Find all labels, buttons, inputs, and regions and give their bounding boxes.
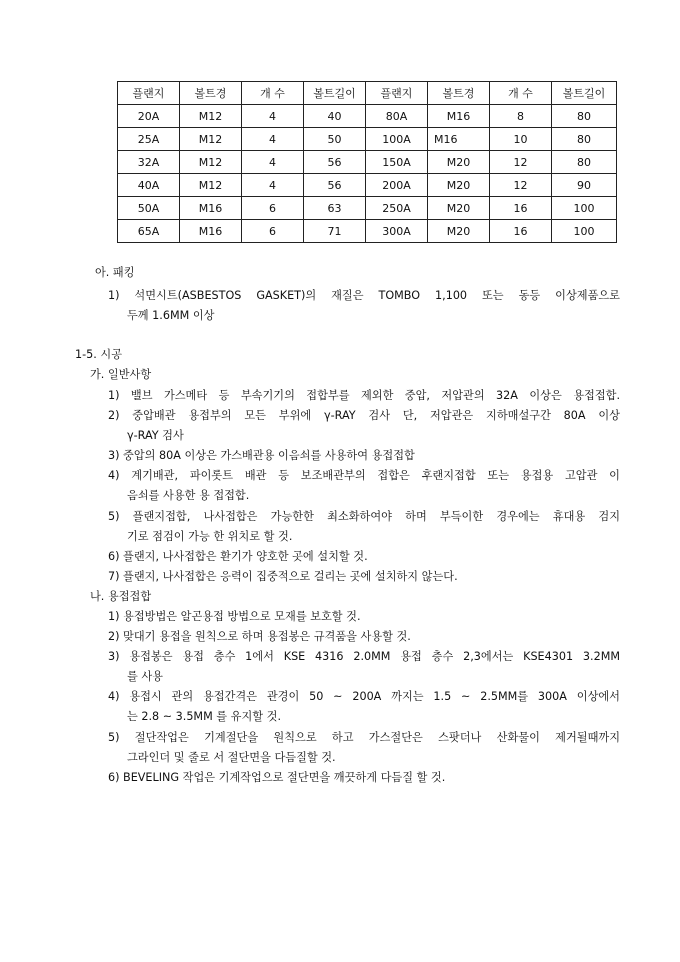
table-cell: 100: [552, 197, 617, 220]
table-cell: 65A: [118, 220, 180, 243]
table-row: [118, 151, 617, 174]
table-cell: 12: [490, 174, 552, 197]
welding-item-5-line-2: 그라인더 및 줄로 서 절단면을 다듬질할 것.: [127, 751, 336, 764]
general-item-1: 1) 밸브 가스메타 등 부속기기의 접합부를 제외한 중압, 저압관의 32A 이상은 용접접합.: [108, 389, 620, 402]
table-cell: 16: [490, 220, 552, 243]
table-cell: 250A: [366, 197, 428, 220]
header-bolt-length: 볼트길이: [552, 82, 617, 105]
general-heading: 가. 일반사항: [90, 368, 152, 381]
table-cell: M12: [180, 128, 242, 151]
table-cell: 63: [304, 197, 366, 220]
table-cell: 4: [242, 151, 304, 174]
welding-item-6: 6) BEVELING 작업은 기계작업으로 절단면을 깨끗하게 다듬질 할 것.: [108, 771, 446, 784]
table-cell: 300A: [366, 220, 428, 243]
header-flange: 플랜지: [366, 82, 428, 105]
header-count: 개 수: [242, 82, 304, 105]
section-heading: 1-5. 시공: [75, 348, 122, 361]
table-cell: 40: [304, 105, 366, 128]
table-cell: 40A: [118, 174, 180, 197]
table-cell: 100: [552, 220, 617, 243]
table-cell: 90: [552, 174, 617, 197]
table-cell: 6: [242, 220, 304, 243]
table-cell: 16: [490, 197, 552, 220]
packing-item-1-line-2: 두께 1.6MM 이상: [127, 309, 215, 322]
table-cell: 56: [304, 151, 366, 174]
welding-item-5-line-1: 5) 절단작업은 기계절단을 원칙으로 하고 가스절단은 스팟더나 산화물이 제거될때까지: [108, 731, 620, 744]
welding-item-1: 1) 용접방법은 알곤용접 방법으로 모재를 보호할 것.: [108, 610, 361, 623]
table-cell: M16: [428, 105, 490, 128]
welding-item-3-line-2: 를 사용: [127, 670, 163, 683]
table-cell: 71: [304, 220, 366, 243]
header-count: 개 수: [490, 82, 552, 105]
table-cell: M12: [180, 105, 242, 128]
table-row: [118, 105, 617, 128]
general-item-7: 7) 플랜지, 나사접합은 응력이 집중적으로 걸리는 곳에 설치하지 않는다.: [108, 570, 458, 583]
table-cell: M20: [428, 197, 490, 220]
table-cell: 4: [242, 105, 304, 128]
general-item-3: 3) 중압의 80A 이상은 가스배관용 이음쇠를 사용하여 용접접합: [108, 449, 415, 462]
table-cell: 32A: [118, 151, 180, 174]
header-bolt-length: 볼트길이: [304, 82, 366, 105]
table-cell: 25A: [118, 128, 180, 151]
table-cell: 200A: [366, 174, 428, 197]
general-item-5-line-2: 기로 점검이 가능 한 위치로 할 것.: [127, 530, 293, 543]
table-cell: M16: [428, 128, 490, 151]
table-cell: 50A: [118, 197, 180, 220]
table-cell: 6: [242, 197, 304, 220]
table-cell: 4: [242, 128, 304, 151]
table-row: [118, 128, 617, 151]
general-item-6: 6) 플랜지, 나사접합은 환기가 양호한 곳에 설치할 것.: [108, 550, 368, 563]
table-cell: M20: [428, 220, 490, 243]
table-cell: M16: [180, 197, 242, 220]
table-cell: M20: [428, 174, 490, 197]
table-cell: 12: [490, 151, 552, 174]
table-header-row: [118, 82, 617, 105]
table-cell: 80: [552, 128, 617, 151]
packing-heading: 아. 패킹: [95, 266, 135, 279]
table-cell: M12: [180, 151, 242, 174]
table-row: [118, 220, 617, 243]
welding-item-3-line-1: 3) 용접봉은 용접 층수 1에서 KSE 4316 2.0MM 용접 층수 2,3에서는 KSE4301 3.2MM: [108, 650, 620, 663]
table-cell: 8: [490, 105, 552, 128]
table-cell: 20A: [118, 105, 180, 128]
header-flange: 플랜지: [118, 82, 180, 105]
table-cell: 56: [304, 174, 366, 197]
table-cell: 100A: [366, 128, 428, 151]
general-item-5-line-1: 5) 플랜지접합, 나사접합은 가능한한 최소화하여야 하며 부득이한 경우에는 휴대용 검지: [108, 510, 620, 523]
table-cell: 10: [490, 128, 552, 151]
table-row: [118, 197, 617, 220]
welding-item-4-line-1: 4) 용접시 관의 용접간격은 관경이 50 ~ 200A 까지는 1.5 ~ 2.5MM를 300A 이상에서: [108, 690, 620, 703]
packing-item-1-line-1: 1) 석면시트(ASBESTOS GASKET)의 재질은 TOMBO 1,100 또는 동등 이상제품으로: [108, 289, 620, 302]
table-cell: 80: [552, 105, 617, 128]
table-cell: M16: [180, 220, 242, 243]
general-item-2-line-2: γ-RAY 검사: [127, 429, 184, 442]
welding-heading: 나. 용접접합: [90, 590, 152, 603]
bolt-spec-table: [117, 81, 617, 243]
table-cell: 50: [304, 128, 366, 151]
header-bolt-diameter: 볼트경: [428, 82, 490, 105]
table-cell: 150A: [366, 151, 428, 174]
table-cell: 80A: [366, 105, 428, 128]
table-cell: M20: [428, 151, 490, 174]
general-item-4-line-1: 4) 계기배관, 파이롯트 배관 등 보조배관부의 접합은 후랜지접합 또는 용접용 고압관 이: [108, 469, 620, 482]
table-cell: 80: [552, 151, 617, 174]
table-row: [118, 174, 617, 197]
general-item-4-line-2: 음쇠를 사용한 용 접접합.: [127, 489, 250, 502]
welding-item-2: 2) 맞대기 용접을 원칙으로 하며 용접봉은 규격품을 사용할 것.: [108, 630, 411, 643]
welding-item-4-line-2: 는 2.8 ~ 3.5MM 를 유지할 것.: [127, 710, 281, 723]
general-item-2-line-1: 2) 중압배관 용접부의 모든 부위에 γ-RAY 검사 단, 저압관은 지하매설구간 80A 이상: [108, 409, 620, 422]
table-cell: M12: [180, 174, 242, 197]
table-cell: 4: [242, 174, 304, 197]
header-bolt-diameter: 볼트경: [180, 82, 242, 105]
